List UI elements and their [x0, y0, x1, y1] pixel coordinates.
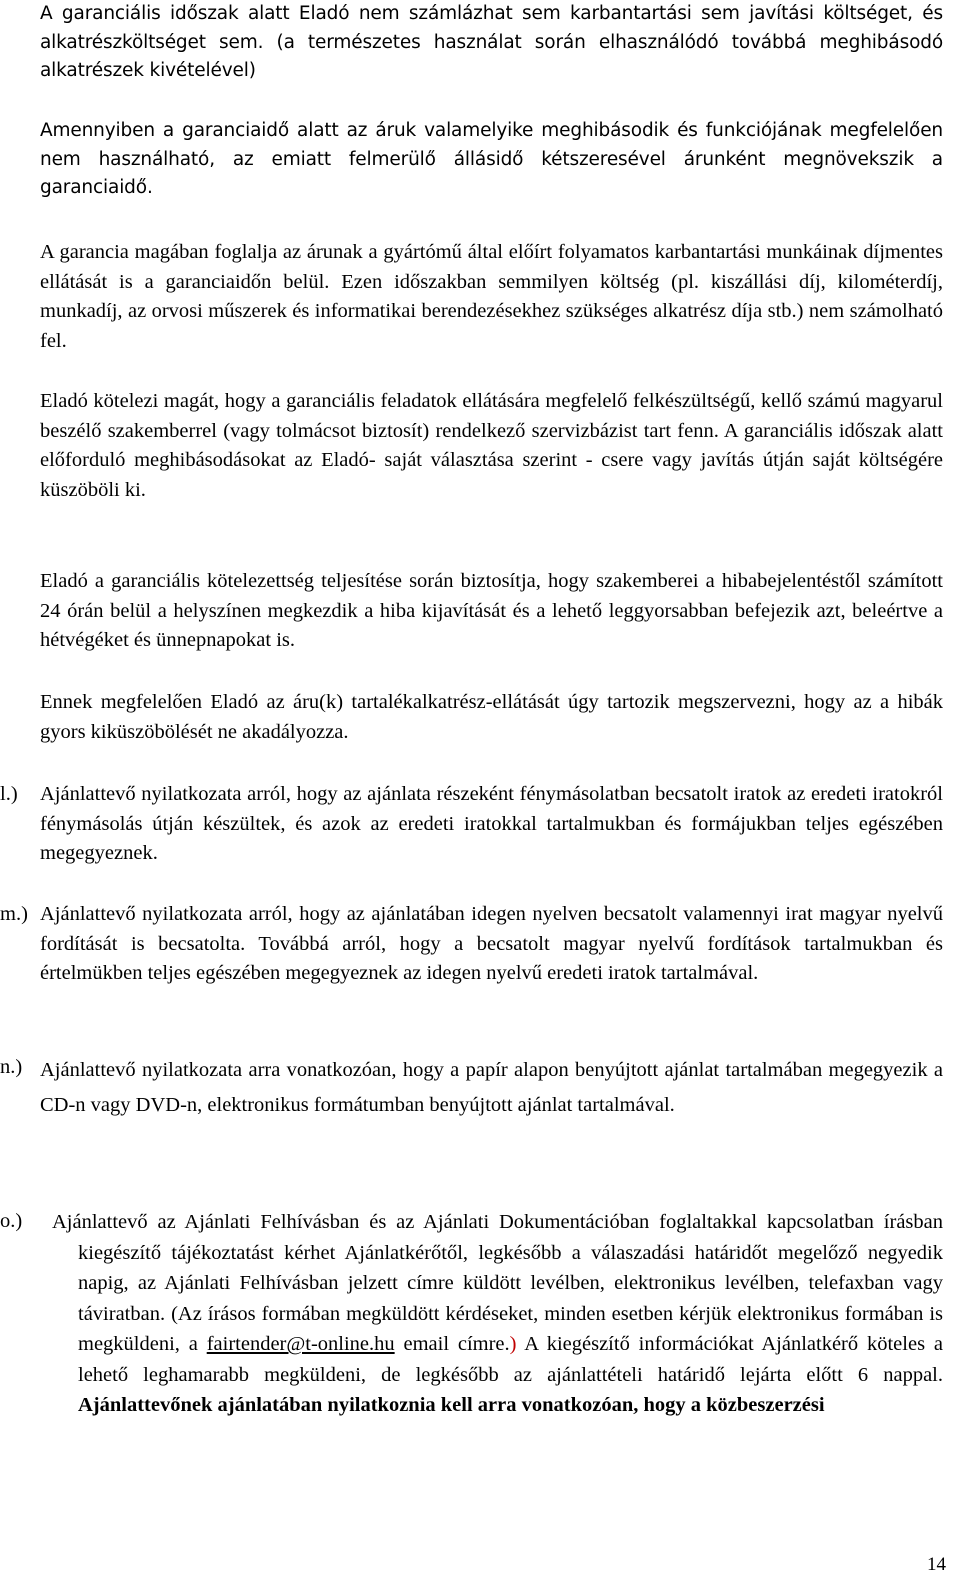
item-o-text-part3: A kiegészítő információkat Ajánlatkérő köteles a lehető leghamarabb megküldeni, de legkésőbb az ajánlattételi határidő lejárta előtt 6 nappal.	[78, 1333, 943, 1386]
paragraph-warranty-costs: A garanciális időszak alatt Eladó nem számlázhat sem karbantartási sem javítási költséget, és alkatrészköltséget sem. (a természetes használat során elhasználódó továbbá meghibásodó alkatrészek kivételével)	[40, 3, 943, 81]
paragraph-24h-response: Eladó a garanciális kötelezettség teljesítése során biztosítja, hogy szakemberei a hibabejelentéstől számított 24 órán belül a helyszínen megkezdik a hiba kijavítását és a lehető leggyorsabban befejezik azt, beleértve a hétvégéket és ünnepnapokat is.	[40, 570, 943, 651]
email-link[interactable]: fairtender@t-online.hu	[206, 1333, 395, 1355]
item-o-text-part2: email címre.	[394, 1333, 510, 1355]
item-label-n: n.)	[0, 1056, 23, 1078]
paragraph-spare-parts: Ennek megfelelően Eladó az áru(k) tartalékalkatrész-ellátását úgy tartozik megszervezni, hogy az a hibák gyors kiküszöbölését ne akadályozza.	[40, 691, 943, 743]
item-o-bold-requirement: Ajánlattevőnek ajánlatában nyilatkoznia kell arra vonatkozóan, hogy a közbeszerzési	[78, 1394, 825, 1416]
item-label-l: l.)	[0, 783, 18, 805]
item-text-o	[52, 1207, 943, 1421]
item-text-n: Ajánlattevő nyilatkozata arra vonatkozóan, hogy a papír alapon benyújtott ajánlat tartalmában megegyezik a CD-n vagy DVD-n, elektronikus formátumban benyújtott ajánlat tartalmával.	[40, 1059, 943, 1116]
paragraph-warranty-maintenance: A garancia magában foglalja az árunak a gyártómű által előírt folyamatos karbantartási munkáinak díjmentes ellátását is a garanciaidőn belül. Ezen időszakban semmilyen költség (pl. kiszállási díj, kilométerdíj, munkadíj, az orvosi műszerek és informatikai berendezésekhez szükséges alkatrész díja stb.) nem számolható fel.	[40, 241, 943, 352]
page-number: 14	[927, 1554, 946, 1575]
item-text-l: Ajánlattevő nyilatkozata arról, hogy az ajánlata részeként fénymásolatban becsatolt iratok az eredeti iratokról fénymásolás útján készültek, és azok az eredeti iratokkal tartalmukban és formájukban teljes egészében megegyeznek.	[40, 783, 943, 864]
item-text-m: Ajánlattevő nyilatkozata arról, hogy az ajánlatában idegen nyelven becsatolt valamennyi irat magyar nyelvű fordítását is becsatolta. Továbbá arról, hogy a becsatolt magyar nyelvű fordítások tartalmukban és értelmükben teljes egészében megegyeznek az idegen nyelvű eredeti iratok tartalmával.	[40, 903, 943, 984]
paragraph-service-base: Eladó kötelezi magát, hogy a garanciális feladatok ellátására megfelelő felkészültségű, kellő számú magyarul beszélő szakemberrel (vagy tolmácsot biztosít) rendelkező szervizbázist tart fenn. A garanciális időszak alatt előforduló meghibásodásokat az Eladó- saját választása szerint - csere vagy javítás útján saját költségére küszöböli ki.	[40, 390, 943, 501]
item-label-m: m.)	[0, 903, 28, 925]
paragraph-warranty-extension: Amennyiben a garanciaidő alatt az áruk valamelyike meghibásodik és funkciójának megfelelően nem használható, az emiatt felmerülő állásidő kétszeresével árunként megnövekszik a garanciaidő.	[40, 120, 943, 198]
item-o-text-part1: Ajánlattevő az Ajánlati Felhívásban és az Ajánlati Dokumentációban foglaltakkal kapcsolatban írásban kiegészítő tájékoztatást kérhet Ajánlatkérőtől, legkésőbb a válaszadási határidőt megelőző negyedik napig, az Ajánlati Felhívásban jelzett címre küldött levélben, elektronikus levélben, telefaxban vagy táviratban. (Az írásos formában megküldött kérdéseket, minden esetben kérjük elektronikus formában is megküldeni, a	[52, 1211, 943, 1355]
item-o-red-parenthesis: )	[509, 1333, 517, 1355]
item-label-o: o.)	[0, 1210, 23, 1232]
